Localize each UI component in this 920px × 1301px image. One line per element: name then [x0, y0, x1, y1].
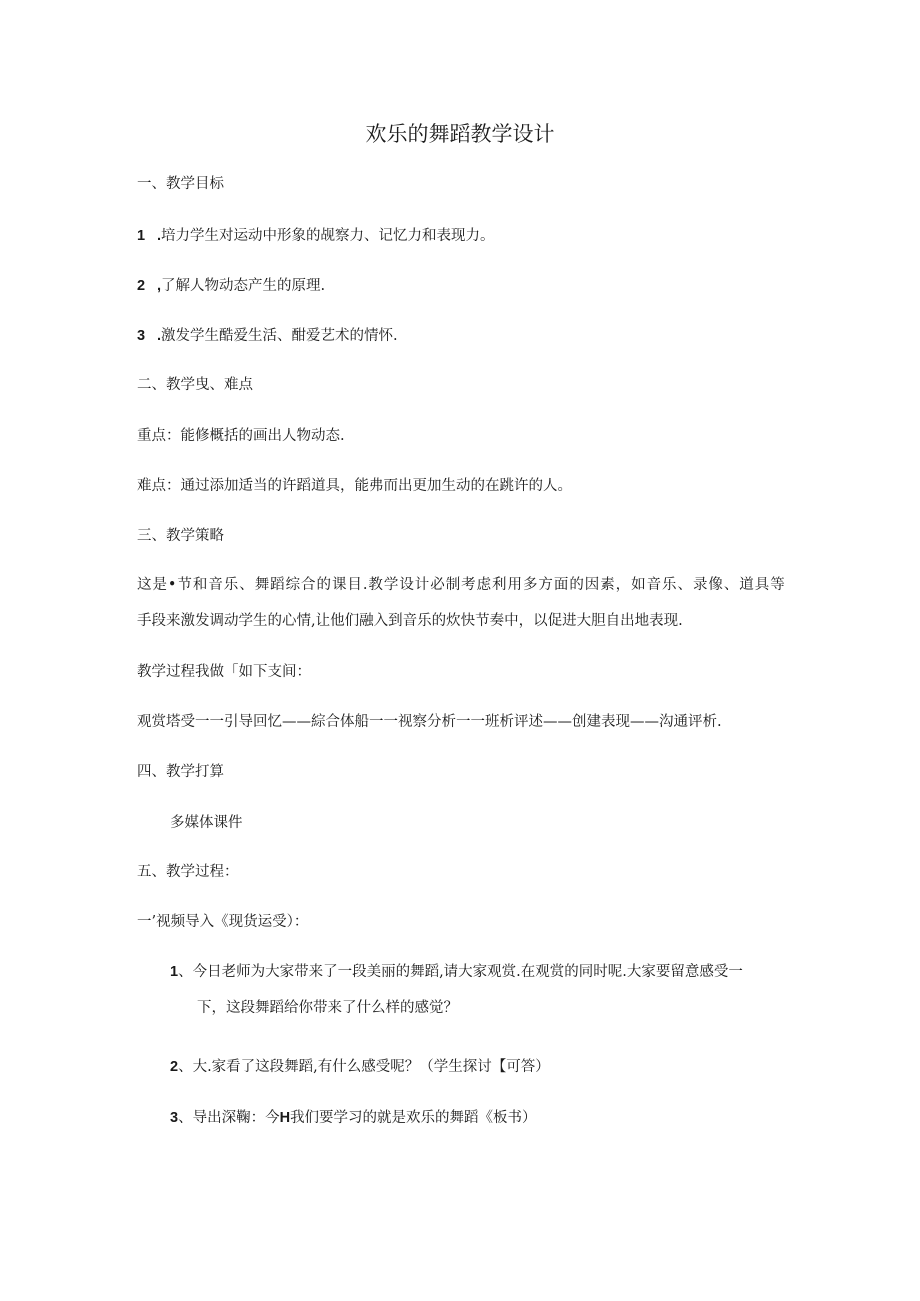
- section-3-heading: 三、教学策略: [137, 528, 224, 544]
- strategy-paragraph-line-2: 手段来激发调动学生的心情,让他们融入到音乐的炊快节奏中，以促进大胆自出地表现.: [137, 613, 683, 629]
- section-4-heading: 四、教学打算: [137, 764, 224, 780]
- step-1-text-a: 、今日老师为大家带来了一段美丽的舞蹈,请大家观赏.在观赏的同时呢.大家要留意感受一: [178, 964, 743, 980]
- step-3-bold-char: H: [279, 1110, 291, 1126]
- process-intro: 教学过程我做「如下支间：: [137, 664, 311, 680]
- difficult-point: 难点：通过添加适当的许蹈道具，能弗而出更加生动的在跳许的人。: [137, 478, 572, 494]
- objective-1-text: 培力学生对运动中形象的觇察力、记忆力和表现力。: [161, 228, 495, 244]
- strategy-paragraph-line-1: 这 是 • 节 和 音 乐 、 舞 蹈 综 合 的 课 目 . 教 学 设 计 必 制 考 虑 利 用 多 方 面 的 因 素 ， 如 音 乐 、 录 像 、 道 具 等: [137, 577, 785, 593]
- section-1-heading: 一、教学目标: [137, 176, 224, 192]
- objective-1-sep: .: [157, 228, 162, 244]
- step-1-line-2: 下，这段舞蹈给你带来了什么样的感觉？: [197, 1000, 458, 1016]
- objective-1-number: 1: [137, 228, 146, 244]
- step-3-text-a: 、导出深鞠：今: [178, 1110, 280, 1126]
- objective-2-number: 2: [137, 278, 146, 294]
- objective-3-number: 3: [137, 328, 146, 344]
- step-3: [170, 1108, 537, 1128]
- objective-3-text: 激发学生酷爱生活、酣爱艺术的情怀.: [161, 328, 398, 344]
- objective-2-text: 了解人物动态产生的原理.: [161, 278, 326, 294]
- step-2: [170, 1057, 550, 1077]
- step-1-line-1: [170, 962, 743, 982]
- section-2-heading: 二、教学曳、难点: [137, 377, 253, 393]
- document-title: 欢乐的舞蹈教学设计: [365, 122, 555, 146]
- step-2-text: 、大.家看了这段舞蹈,有什么感受呢？（学生探讨【可答）: [178, 1059, 550, 1075]
- objective-2: [137, 276, 325, 296]
- section-5-heading: 五、教学过程：: [137, 864, 239, 880]
- objective-3-sep: .: [157, 328, 162, 344]
- step-1-number: 1: [170, 964, 179, 980]
- objective-2-sep: ,: [157, 278, 162, 294]
- step-2-number: 2: [170, 1059, 179, 1075]
- objective-1: [137, 226, 495, 246]
- step-3-number: 3: [170, 1110, 179, 1126]
- objective-3: [137, 326, 398, 346]
- step-3-text-c: 我们要学习的就是欢乐的舞蹈《板书）: [290, 1110, 537, 1126]
- key-point: 重点：能修概括的画出人物动态.: [137, 428, 345, 444]
- subsection-video-intro: 一’视频导入《现货运受）：: [137, 914, 309, 930]
- process-flow: 观赏塔受一一引导回忆——綜合体船一一视察分析一一班析评述——创建表现——沟通评析.: [137, 714, 722, 730]
- preparation-item: 多媒体课件: [170, 815, 243, 831]
